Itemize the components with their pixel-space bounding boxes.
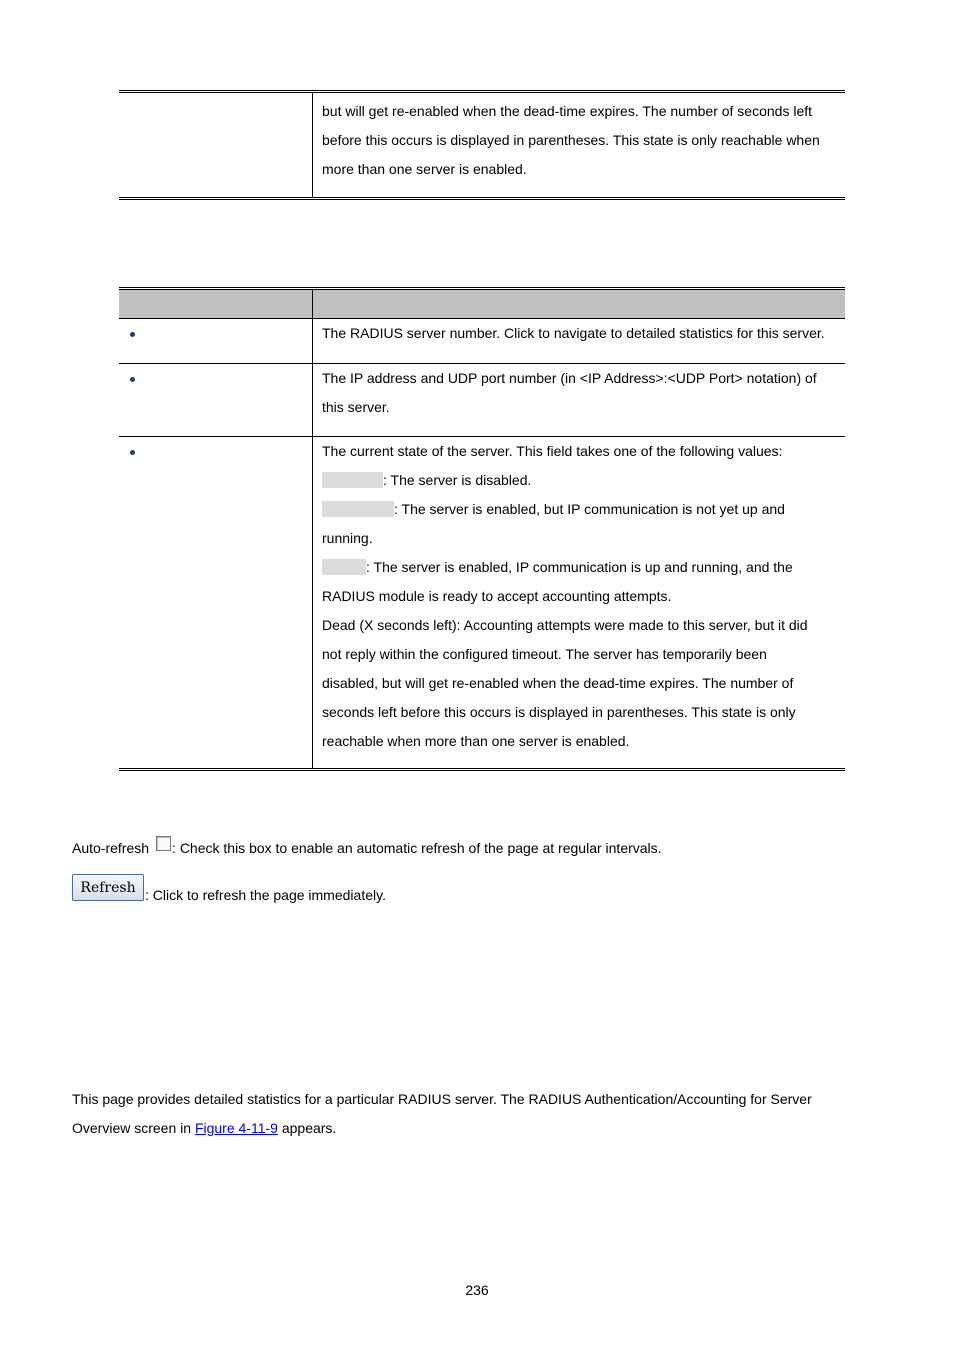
description-line: RADIUS module is ready to accept accounting attempts. bbox=[322, 588, 672, 604]
autorefresh-description: : Check this box to enable an automatic refresh of the page at regular intervals. bbox=[172, 840, 662, 856]
description-line: seconds left before this occurs is displayed in parentheses. This state is only bbox=[322, 704, 796, 720]
refresh-button[interactable]: Refresh bbox=[72, 874, 144, 901]
state-ready-swatch bbox=[322, 559, 366, 575]
description-line: disabled, but will get re-enabled when the dead-time expires. The number of bbox=[322, 675, 794, 691]
bullet-icon bbox=[130, 450, 135, 455]
server-statistics-table bbox=[119, 287, 845, 771]
state-notready-swatch bbox=[322, 501, 394, 517]
intro-line: This page provides detailed statistics for a particular RADIUS server. The RADIUS Authentication/Accounting for Server bbox=[72, 1091, 812, 1107]
state-disabled-text: : The server is disabled. bbox=[383, 472, 532, 488]
description-line: this server. bbox=[322, 399, 390, 415]
object-cell bbox=[119, 92, 313, 199]
description-line: but will get re-enabled when the dead-time expires. The number of seconds left bbox=[322, 103, 813, 119]
description-line: The current state of the server. This field takes one of the following values: bbox=[322, 443, 783, 459]
description-line: The RADIUS server number. Click to navigate to detailed statistics for this server. bbox=[322, 325, 825, 341]
description-line: The IP address and UDP port number (in <IP Address>:<UDP Port> notation) of bbox=[322, 370, 817, 386]
autorefresh-line bbox=[72, 834, 662, 863]
header-description bbox=[313, 289, 846, 319]
description-line: not reply within the configured timeout. The server has temporarily been bbox=[322, 646, 767, 662]
description-line: reachable when more than one server is enabled. bbox=[322, 733, 630, 749]
refresh-description: : Click to refresh the page immediately. bbox=[145, 887, 386, 903]
bullet-icon bbox=[130, 377, 135, 382]
table-row bbox=[119, 364, 845, 437]
bullet-icon bbox=[130, 332, 135, 337]
description-line: before this occurs is displayed in parentheses. This state is only reachable when bbox=[322, 132, 820, 148]
autorefresh-checkbox[interactable] bbox=[156, 836, 171, 851]
figure-link[interactable]: Figure 4-11-9 bbox=[194, 1120, 278, 1136]
page-number: 236 bbox=[465, 1282, 489, 1298]
description-cell bbox=[313, 92, 846, 199]
table-row bbox=[119, 319, 845, 364]
intro-line: Overview screen in bbox=[72, 1120, 195, 1136]
description-line: Dead (X seconds left): Accounting attempts were made to this server, but it did bbox=[322, 617, 808, 633]
state-disabled-swatch bbox=[322, 472, 383, 488]
description-line: running. bbox=[322, 530, 373, 546]
table-header-row bbox=[119, 289, 845, 319]
continuation-table bbox=[119, 90, 845, 200]
state-ready-text: : The server is enabled, IP communication is up and running, and the bbox=[366, 559, 793, 575]
table-row bbox=[119, 437, 845, 770]
state-notready-text: : The server is enabled, but IP communication is not yet up and bbox=[394, 501, 785, 517]
header-object bbox=[119, 289, 313, 319]
description-line: more than one server is enabled. bbox=[322, 161, 527, 177]
autorefresh-label: Auto-refresh bbox=[72, 840, 150, 856]
intro-line: appears. bbox=[277, 1120, 337, 1136]
intro-paragraph bbox=[72, 1085, 812, 1143]
